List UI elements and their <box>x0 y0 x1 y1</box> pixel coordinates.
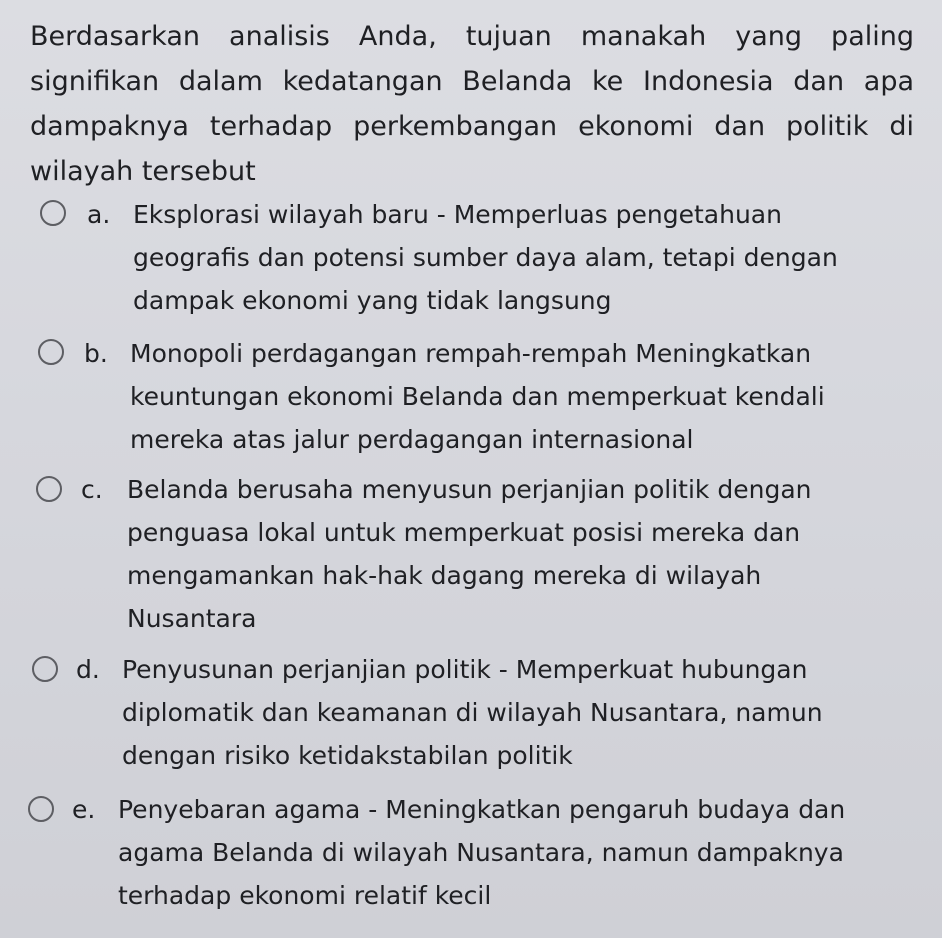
option-d-letter: d. <box>76 655 100 684</box>
option-b-text: Monopoli perdagangan rempah-rempah Meningkatkan keuntungan ekonomi Belanda dan memperkuat kendali mereka atas jalur perdagangan internasional <box>130 339 825 454</box>
radio-button-b[interactable] <box>38 339 64 365</box>
radio-button-c[interactable] <box>36 476 62 502</box>
option-a-text: Eksplorasi wilayah baru - Memperluas pengetahuan geografis dan potensi sumber daya alam, tetapi dengan dampak ekonomi yang tidak langsung <box>133 200 838 315</box>
option-e-letter: e. <box>72 795 96 824</box>
option-a-letter: a. <box>87 200 111 229</box>
radio-button-a[interactable] <box>40 200 66 226</box>
radio-button-d[interactable] <box>32 656 58 682</box>
question-text: Berdasarkan analisis Anda, tujuan manakah yang paling signifikan dalam kedatangan Belanda ke Indonesia dan apa dampaknya terhadap perkembangan ekonomi dan politik di wilayah tersebut <box>30 21 914 187</box>
option-c-letter: c. <box>81 475 103 504</box>
option-e-text: Penyebaran agama - Meningkatkan pengaruh budaya dan agama Belanda di wilayah Nusantara, namun dampaknya terhadap ekonomi relatif kecil <box>118 795 846 910</box>
option-b-letter: b. <box>84 339 108 368</box>
option-d-text: Penyusunan perjanjian politik - Memperkuat hubungan diplomatik dan keamanan di wilayah Nusantara, namun dengan risiko ketidakstabilan politik <box>122 655 823 770</box>
option-c-text: Belanda berusaha menyusun perjanjian politik dengan penguasa lokal untuk memperkuat posisi mereka dan mengamankan hak-hak dagang mereka di wilayah Nusantara <box>127 475 812 633</box>
radio-button-e[interactable] <box>28 796 54 822</box>
